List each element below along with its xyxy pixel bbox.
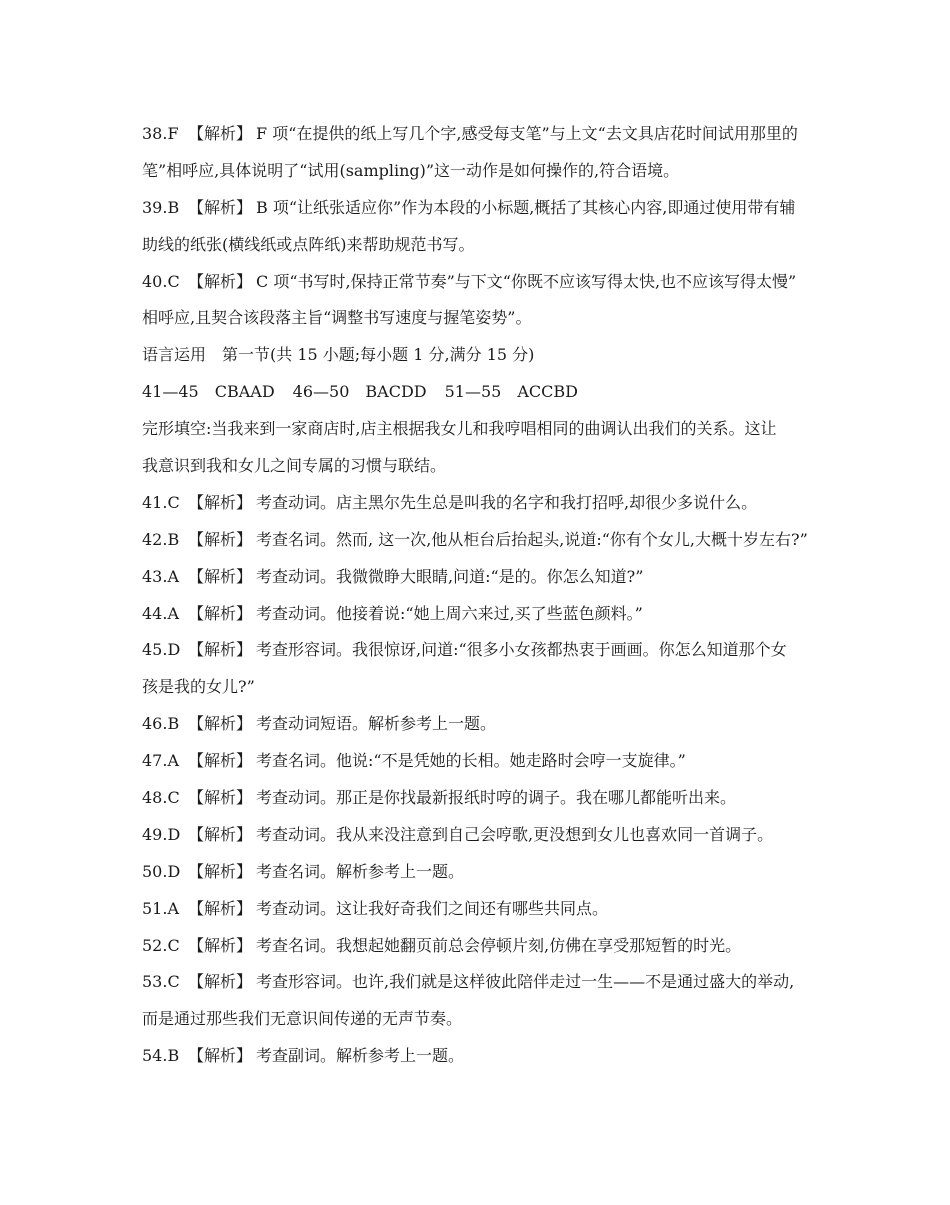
item-tag: 【解析】 bbox=[188, 861, 253, 881]
explanation-item bbox=[142, 596, 822, 633]
explanation-item bbox=[142, 891, 822, 928]
item-text: 考查形容词。我很惊讶,问道:“很多小女孩都热衷于画画。你怎么知道那个女 bbox=[256, 640, 787, 660]
q38-tag: 【解析】 bbox=[188, 124, 253, 143]
item-tag: 【解析】 bbox=[188, 935, 253, 955]
explanation-item bbox=[142, 632, 822, 669]
explanation-item bbox=[142, 559, 822, 596]
item-text: 考查名词。他说:“不是凭她的长相。她走路时会哼一支旋律。” bbox=[256, 751, 686, 771]
explanation-item bbox=[142, 522, 822, 559]
cloze-summary-line-1: 完形填空:当我来到一家商店时,店主根据我女儿和我哼唱相同的曲调认出我们的关系。这让 bbox=[142, 419, 777, 439]
item-number: 41.C bbox=[142, 492, 180, 512]
item-text: 考查形容词。也许,我们就是这样彼此陪伴走过一生——不是通过盛大的举动, bbox=[256, 972, 795, 992]
q38-number: 38.F bbox=[142, 124, 179, 143]
q38-text: F 项“在提供的纸上写几个字,感受每支笔”与上文“去文具店花时间试用那里的 bbox=[256, 124, 798, 143]
item-number: 45.D bbox=[142, 640, 181, 660]
item-text: 考查动词。我从来没注意到自己会哼歌,更没想到女儿也喜欢同一首调子。 bbox=[256, 824, 774, 844]
item-number: 54.B bbox=[142, 1046, 180, 1066]
item-number: 49.D bbox=[142, 824, 181, 844]
item-text: 考查动词。这让我好奇我们之间还有哪些共同点。 bbox=[256, 898, 609, 918]
q39-line-2: 助线的纸张(横线纸或点阵纸)来帮助规范书写。 bbox=[142, 234, 475, 254]
item-number: 50.D bbox=[142, 861, 181, 881]
item-tag: 【解析】 bbox=[188, 788, 253, 808]
item-text: 考查名词。然而, 这一次,他从柜台后抬起头,说道:“你有个女儿,大概十岁左右?” bbox=[256, 529, 808, 549]
item-tag: 【解析】 bbox=[188, 529, 253, 549]
item-tag: 【解析】 bbox=[188, 751, 253, 771]
item-tag: 【解析】 bbox=[188, 824, 253, 844]
item-tag: 【解析】 bbox=[188, 492, 253, 512]
explanation-item bbox=[142, 964, 822, 1001]
explanation-item bbox=[142, 928, 822, 965]
item-tag: 【解析】 bbox=[188, 640, 253, 660]
item-text: 考查副词。解析参考上一题。 bbox=[256, 1046, 465, 1066]
q40-tag: 【解析】 bbox=[188, 271, 253, 291]
item-text: 考查名词。解析参考上一题。 bbox=[256, 861, 465, 881]
q40-line-2: 相呼应,且契合该段落主旨“调整书写速度与握笔姿势”。 bbox=[142, 308, 532, 328]
explanation-list bbox=[142, 485, 822, 1075]
explanation-item bbox=[142, 854, 822, 891]
item-tag: 【解析】 bbox=[188, 972, 253, 992]
item-text-continued: 孩是我的女儿?” bbox=[142, 677, 255, 697]
section-heading: 语言运用 第一节(共 15 小题;每小题 1 分,满分 15 分) bbox=[142, 345, 535, 365]
q39-text: B 项“让纸张适应你”作为本段的小标题,概括了其核心内容,即通过使用带有辅 bbox=[256, 197, 796, 217]
answer-key-content bbox=[142, 116, 822, 1075]
item-tag: 【解析】 bbox=[188, 566, 253, 586]
item-text: 考查动词短语。解析参考上一题。 bbox=[256, 714, 497, 734]
item-number: 52.C bbox=[142, 935, 180, 955]
q40-text: C 项“书写时,保持正常节奏”与下文“你既不应该写得太快,也不应该写得太慢” bbox=[256, 271, 797, 291]
answer-group: 46—50 BACDD bbox=[292, 382, 427, 402]
q38-line-1 bbox=[142, 116, 822, 153]
answer-group: 51—55 ACCBD bbox=[444, 382, 578, 402]
q39-line-1 bbox=[142, 190, 822, 227]
item-number: 43.A bbox=[142, 566, 179, 586]
item-text: 考查动词。店主黑尔先生总是叫我的名字和我打招呼,却很少多说什么。 bbox=[256, 492, 758, 512]
item-text: 考查名词。我想起她翻页前总会停顿片刻,仿佛在享受那短暂的时光。 bbox=[256, 935, 742, 955]
cloze-summary-line-2: 我意识到我和女儿之间专属的习惯与联结。 bbox=[142, 456, 447, 476]
explanation-item bbox=[142, 1038, 822, 1075]
item-tag: 【解析】 bbox=[188, 714, 253, 734]
q40-line-1 bbox=[142, 264, 822, 301]
explanation-item bbox=[142, 706, 822, 743]
item-number: 42.B bbox=[142, 529, 180, 549]
explanation-item bbox=[142, 743, 822, 780]
item-number: 51.A bbox=[142, 898, 179, 918]
item-text: 考查动词。我微微睁大眼睛,问道:“是的。你怎么知道?” bbox=[256, 566, 644, 586]
explanation-item bbox=[142, 817, 822, 854]
item-tag: 【解析】 bbox=[188, 603, 253, 623]
item-number: 47.A bbox=[142, 751, 179, 771]
item-number: 44.A bbox=[142, 603, 179, 623]
explanation-item bbox=[142, 780, 822, 817]
item-number: 53.C bbox=[142, 972, 180, 992]
item-tag: 【解析】 bbox=[188, 898, 253, 918]
item-number: 46.B bbox=[142, 714, 180, 734]
q39-tag: 【解析】 bbox=[188, 197, 253, 217]
answer-groups bbox=[142, 374, 822, 411]
item-text-continued: 而是通过那些我们无意识间传递的无声节奏。 bbox=[142, 1009, 463, 1029]
item-number: 48.C bbox=[142, 788, 180, 808]
explanation-item bbox=[142, 485, 822, 522]
answer-group: 41—45 CBAAD bbox=[142, 382, 275, 402]
item-tag: 【解析】 bbox=[188, 1046, 253, 1066]
item-text: 考查动词。他接着说:“她上周六来过,买了些蓝色颜料。” bbox=[256, 603, 643, 623]
q38-line-2: 笔”相呼应,具体说明了“试用(sampling)”这一动作是如何操作的,符合语境。 bbox=[142, 160, 680, 180]
item-text: 考查动词。那正是你找最新报纸时哼的调子。我在哪儿都能听出来。 bbox=[256, 788, 737, 808]
q39-number: 39.B bbox=[142, 197, 180, 217]
q40-number: 40.C bbox=[142, 271, 180, 291]
